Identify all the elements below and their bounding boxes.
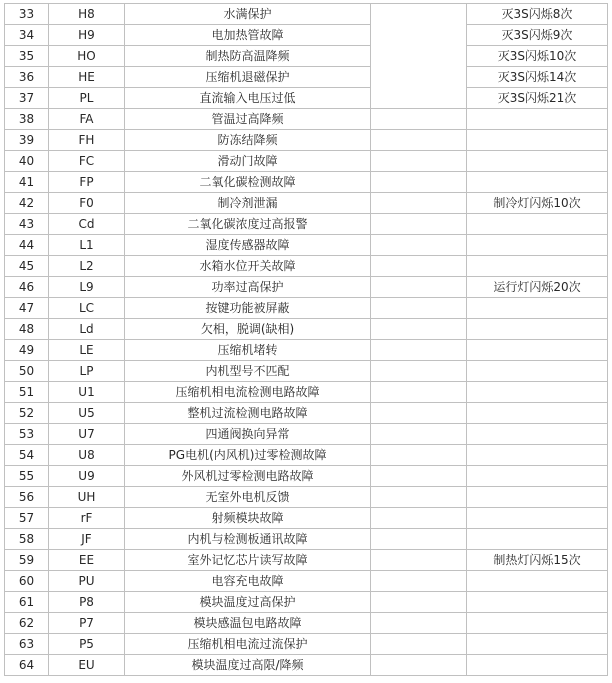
cell-error-code: rF (49, 508, 125, 529)
cell-description: 防冻结降频 (125, 130, 371, 151)
cell-row-number: 57 (5, 508, 49, 529)
cell-empty (371, 298, 467, 319)
cell-empty (371, 508, 467, 529)
cell-error-code: UH (49, 487, 125, 508)
table-row (5, 4, 608, 25)
cell-empty (371, 634, 467, 655)
cell-row-number: 47 (5, 298, 49, 319)
cell-row-number: 58 (5, 529, 49, 550)
cell-row-number: 35 (5, 46, 49, 67)
table-row (5, 529, 608, 550)
cell-row-number: 46 (5, 277, 49, 298)
table-row (5, 172, 608, 193)
cell-error-code: L2 (49, 256, 125, 277)
cell-description: 管温过高降频 (125, 109, 371, 130)
cell-led-indicator (467, 319, 608, 340)
cell-row-number: 63 (5, 634, 49, 655)
cell-row-number: 39 (5, 130, 49, 151)
cell-empty (371, 403, 467, 424)
cell-description: PG电机(内风机)过零检测故障 (125, 445, 371, 466)
table-row (5, 277, 608, 298)
table-row (5, 298, 608, 319)
cell-empty (371, 361, 467, 382)
cell-error-code: HE (49, 67, 125, 88)
cell-description: 外风机过零检测电路故障 (125, 466, 371, 487)
cell-description: 按键功能被屏蔽 (125, 298, 371, 319)
cell-row-number: 53 (5, 424, 49, 445)
cell-description: 压缩机堵转 (125, 340, 371, 361)
cell-error-code: F0 (49, 193, 125, 214)
table-row (5, 550, 608, 571)
cell-description: 滑动门故障 (125, 151, 371, 172)
cell-error-code: LE (49, 340, 125, 361)
cell-error-code: PL (49, 88, 125, 109)
cell-empty (371, 466, 467, 487)
table-row (5, 151, 608, 172)
cell-description: 整机过流检测电路故障 (125, 403, 371, 424)
table-row (5, 487, 608, 508)
cell-row-number: 36 (5, 67, 49, 88)
cell-led-indicator (467, 361, 608, 382)
cell-led-indicator (467, 634, 608, 655)
cell-error-code: FP (49, 172, 125, 193)
cell-error-code: Cd (49, 214, 125, 235)
cell-row-number: 56 (5, 487, 49, 508)
cell-empty (371, 613, 467, 634)
cell-error-code: P5 (49, 634, 125, 655)
cell-description: 制冷剂泄漏 (125, 193, 371, 214)
cell-description: 电加热管故障 (125, 25, 371, 46)
cell-led-indicator (467, 235, 608, 256)
cell-description: 模块温度过高保护 (125, 592, 371, 613)
cell-error-code: PU (49, 571, 125, 592)
cell-empty (371, 256, 467, 277)
cell-row-number: 48 (5, 319, 49, 340)
cell-led-indicator (467, 487, 608, 508)
cell-row-number: 61 (5, 592, 49, 613)
table-row (5, 445, 608, 466)
cell-row-number: 38 (5, 109, 49, 130)
cell-description: 水满保护 (125, 4, 371, 25)
table-row (5, 466, 608, 487)
table-row (5, 571, 608, 592)
cell-row-number: 42 (5, 193, 49, 214)
table-row (5, 109, 608, 130)
cell-led-indicator (467, 592, 608, 613)
cell-error-code: LP (49, 361, 125, 382)
cell-error-code: EU (49, 655, 125, 676)
table-row (5, 235, 608, 256)
cell-row-number: 37 (5, 88, 49, 109)
cell-row-number: 50 (5, 361, 49, 382)
cell-empty (371, 445, 467, 466)
table-row (5, 403, 608, 424)
cell-error-code: JF (49, 529, 125, 550)
cell-error-code: U9 (49, 466, 125, 487)
cell-error-code: H8 (49, 4, 125, 25)
cell-description: 湿度传感器故障 (125, 235, 371, 256)
cell-error-code: L9 (49, 277, 125, 298)
table-row (5, 655, 608, 676)
cell-row-number: 40 (5, 151, 49, 172)
cell-description: 模块温度过高限/降频 (125, 655, 371, 676)
cell-description: 压缩机相电流检测电路故障 (125, 382, 371, 403)
table-row (5, 88, 608, 109)
cell-row-number: 55 (5, 466, 49, 487)
table-row (5, 634, 608, 655)
cell-error-code: U5 (49, 403, 125, 424)
cell-empty (371, 340, 467, 361)
table-row (5, 193, 608, 214)
cell-error-code: U7 (49, 424, 125, 445)
table-row (5, 319, 608, 340)
cell-led-indicator (467, 613, 608, 634)
cell-led-indicator: 灭3S闪烁9次 (467, 25, 608, 46)
cell-empty (371, 592, 467, 613)
cell-led-indicator: 灭3S闪烁14次 (467, 67, 608, 88)
cell-error-code: P7 (49, 613, 125, 634)
table-row (5, 67, 608, 88)
cell-description: 压缩机相电流过流保护 (125, 634, 371, 655)
cell-description: 模块感温包电路故障 (125, 613, 371, 634)
table-row (5, 340, 608, 361)
cell-led-indicator (467, 340, 608, 361)
cell-error-code: U1 (49, 382, 125, 403)
cell-row-number: 59 (5, 550, 49, 571)
table-row (5, 46, 608, 67)
cell-led-indicator: 灭3S闪烁10次 (467, 46, 608, 67)
cell-led-indicator: 灭3S闪烁8次 (467, 4, 608, 25)
cell-error-code: Ld (49, 319, 125, 340)
cell-row-number: 64 (5, 655, 49, 676)
cell-empty (371, 319, 467, 340)
cell-row-number: 62 (5, 613, 49, 634)
cell-row-number: 49 (5, 340, 49, 361)
cell-empty (371, 109, 467, 130)
cell-led-indicator (467, 256, 608, 277)
cell-description: 室外记忆芯片读写故障 (125, 550, 371, 571)
cell-empty (371, 193, 467, 214)
cell-error-code: FA (49, 109, 125, 130)
cell-row-number: 34 (5, 25, 49, 46)
cell-description: 射频模块故障 (125, 508, 371, 529)
table-row (5, 130, 608, 151)
cell-led-indicator: 制冷灯闪烁10次 (467, 193, 608, 214)
cell-description: 欠相，脱调(缺相) (125, 319, 371, 340)
table-row (5, 214, 608, 235)
table-row (5, 424, 608, 445)
cell-row-number: 43 (5, 214, 49, 235)
cell-row-number: 44 (5, 235, 49, 256)
error-code-table-body (5, 4, 608, 676)
cell-error-code: H9 (49, 25, 125, 46)
cell-description: 四通阀换向异常 (125, 424, 371, 445)
cell-description: 二氧化碳检测故障 (125, 172, 371, 193)
cell-row-number: 60 (5, 571, 49, 592)
table-row (5, 592, 608, 613)
cell-led-indicator (467, 382, 608, 403)
table-row (5, 508, 608, 529)
cell-led-indicator (467, 571, 608, 592)
table-row (5, 25, 608, 46)
cell-error-code: FC (49, 151, 125, 172)
cell-empty (371, 424, 467, 445)
cell-description: 无室外电机反馈 (125, 487, 371, 508)
cell-description: 压缩机退磁保护 (125, 67, 371, 88)
cell-error-code: FH (49, 130, 125, 151)
cell-row-number: 54 (5, 445, 49, 466)
cell-empty (371, 151, 467, 172)
cell-led-indicator (467, 445, 608, 466)
cell-led-indicator (467, 151, 608, 172)
cell-row-number: 51 (5, 382, 49, 403)
cell-led-indicator: 运行灯闪烁20次 (467, 277, 608, 298)
cell-error-code: U8 (49, 445, 125, 466)
cell-empty (371, 655, 467, 676)
table-row (5, 382, 608, 403)
cell-error-code: L1 (49, 235, 125, 256)
cell-description: 直流输入电压过低 (125, 88, 371, 109)
cell-row-number: 33 (5, 4, 49, 25)
cell-description: 功率过高保护 (125, 277, 371, 298)
cell-description: 二氧化碳浓度过高报警 (125, 214, 371, 235)
cell-led-indicator: 制热灯闪烁15次 (467, 550, 608, 571)
cell-led-indicator (467, 298, 608, 319)
cell-description: 内机与检测板通讯故障 (125, 529, 371, 550)
cell-empty (371, 550, 467, 571)
cell-error-code: LC (49, 298, 125, 319)
cell-empty (371, 277, 467, 298)
cell-led-indicator (467, 130, 608, 151)
cell-led-indicator (467, 109, 608, 130)
cell-led-indicator (467, 655, 608, 676)
cell-row-number: 41 (5, 172, 49, 193)
cell-error-code: HO (49, 46, 125, 67)
cell-description: 制热防高温降频 (125, 46, 371, 67)
cell-description: 电容充电故障 (125, 571, 371, 592)
cell-led-indicator (467, 466, 608, 487)
cell-empty-merged (371, 4, 467, 109)
error-code-table (4, 3, 608, 676)
cell-led-indicator (467, 424, 608, 445)
cell-led-indicator (467, 214, 608, 235)
cell-empty (371, 235, 467, 256)
cell-empty (371, 214, 467, 235)
cell-led-indicator: 灭3S闪烁21次 (467, 88, 608, 109)
cell-description: 内机型号不匹配 (125, 361, 371, 382)
cell-led-indicator (467, 529, 608, 550)
cell-description: 水箱水位开关故障 (125, 256, 371, 277)
cell-error-code: EE (49, 550, 125, 571)
cell-empty (371, 487, 467, 508)
cell-row-number: 52 (5, 403, 49, 424)
cell-led-indicator (467, 508, 608, 529)
cell-row-number: 45 (5, 256, 49, 277)
table-row (5, 256, 608, 277)
cell-empty (371, 529, 467, 550)
cell-empty (371, 382, 467, 403)
cell-empty (371, 571, 467, 592)
cell-empty (371, 172, 467, 193)
cell-error-code: P8 (49, 592, 125, 613)
cell-led-indicator (467, 403, 608, 424)
cell-empty (371, 130, 467, 151)
table-row (5, 613, 608, 634)
table-row (5, 361, 608, 382)
cell-led-indicator (467, 172, 608, 193)
